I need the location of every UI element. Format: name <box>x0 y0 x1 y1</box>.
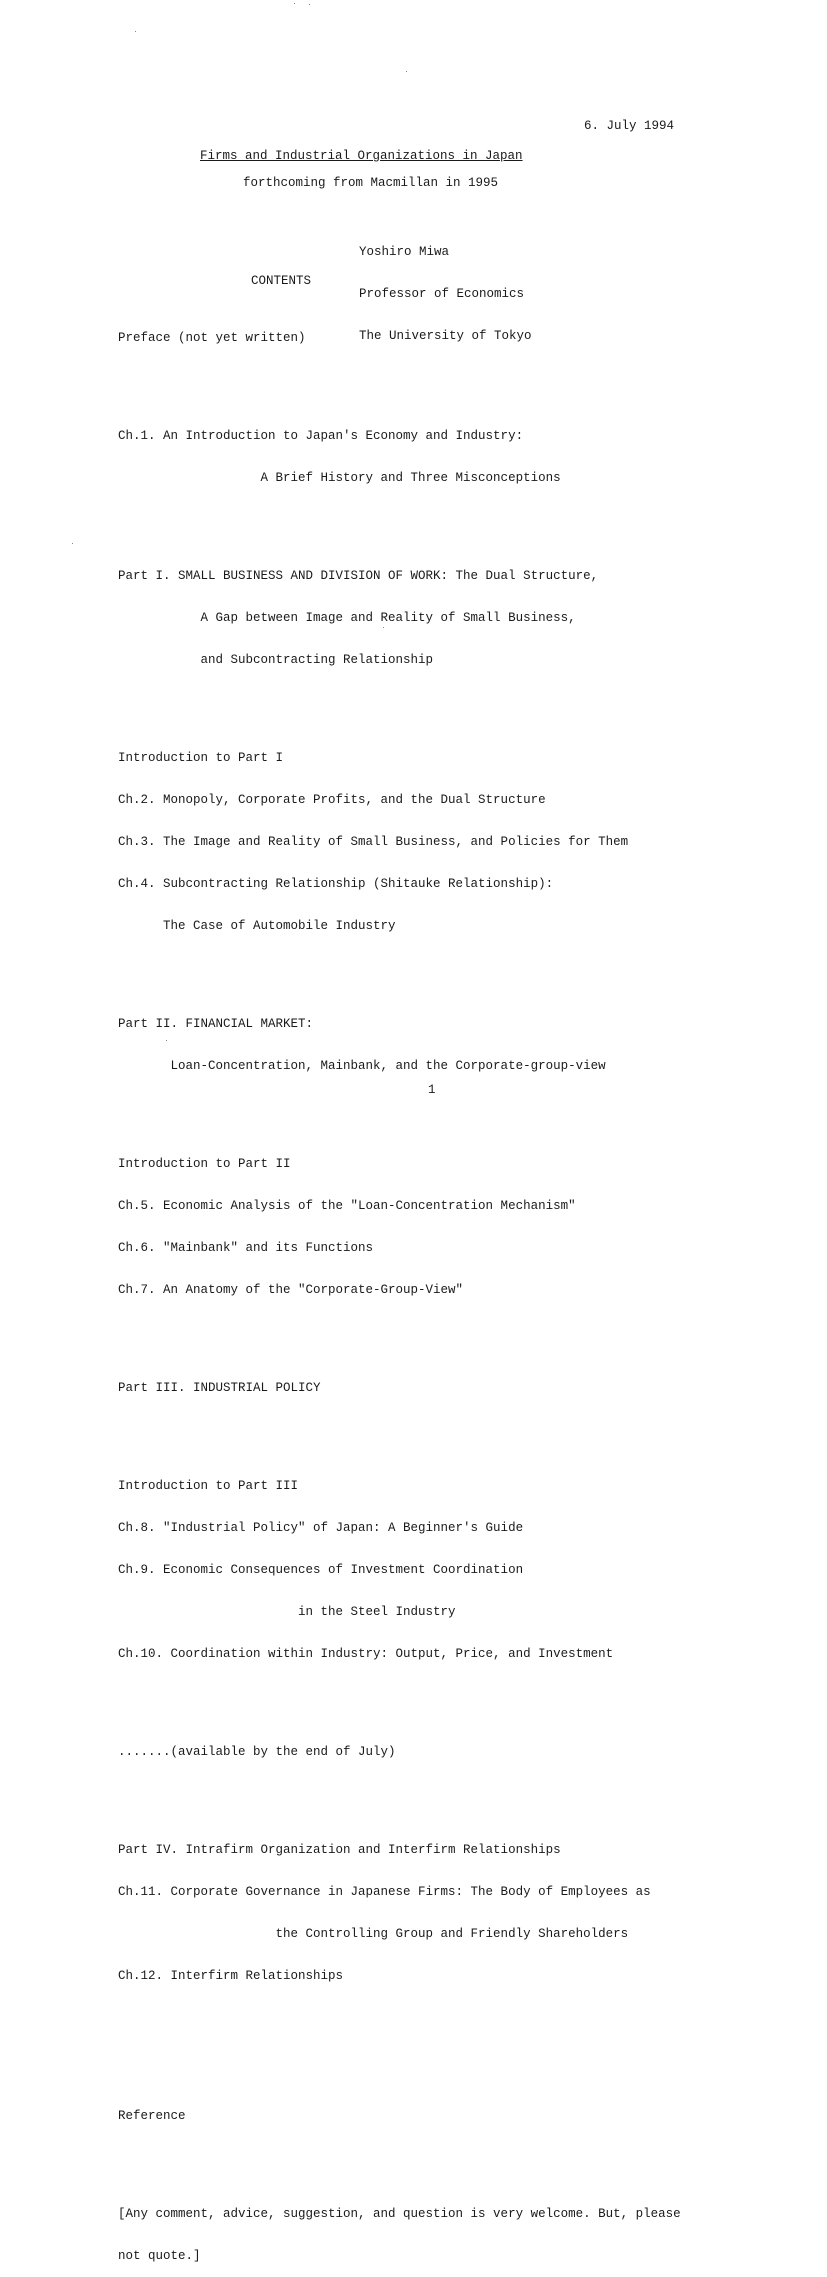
toc-item: The Case of Automobile Industry <box>118 919 396 933</box>
toc-preface: Preface (not yet written) <box>118 331 306 345</box>
author-position: Professor of Economics <box>359 287 525 301</box>
toc-part3: Part III. INDUSTRIAL POLICY <box>118 1381 321 1395</box>
scan-speck <box>294 3 295 4</box>
toc-item: Ch.11. Corporate Governance in Japanese Firms: The Body of Employees as <box>118 1885 651 1899</box>
toc-item: Ch.10. Coordination within Industry: Output, Price, and Investment <box>118 1647 614 1661</box>
table-of-contents <box>118 303 681 2277</box>
toc-item: Introduction to Part I <box>118 751 284 765</box>
toc-item: Ch.5. Economic Analysis of the "Loan-Concentration Mechanism" <box>118 1199 576 1213</box>
toc-item: Ch.6. "Mainbank" and its Functions <box>118 1241 374 1255</box>
scan-speck <box>166 1040 167 1041</box>
scan-speck <box>406 71 407 72</box>
comment-note: not quote.] <box>118 2249 201 2263</box>
toc-part4: Part IV. Intrafirm Organization and Interfirm Relationships <box>118 1843 561 1857</box>
publication-note: forthcoming from Macmillan in 1995 <box>243 176 499 190</box>
toc-item: Ch.3. The Image and Reality of Small Business, and Policies for Them <box>118 835 629 849</box>
toc-item: Ch.9. Economic Consequences of Investment Coordination <box>118 1563 524 1577</box>
toc-item: the Controlling Group and Friendly Shareholders <box>118 1927 629 1941</box>
toc-part1-subtitle: and Subcontracting Relationship <box>118 653 434 667</box>
toc-item: Ch.12. Interfirm Relationships <box>118 1969 344 1983</box>
book-title: Firms and Industrial Organizations in Japan <box>200 149 523 163</box>
scan-speck <box>383 627 384 628</box>
comment-note: [Any comment, advice, suggestion, and question is very welcome. But, please <box>118 2207 681 2221</box>
author-name: Yoshiro Miwa <box>359 245 450 259</box>
scan-speck <box>309 4 310 5</box>
toc-ch1-subtitle: A Brief History and Three Misconceptions <box>118 471 561 485</box>
contents-heading: CONTENTS <box>251 274 312 288</box>
toc-item: Ch.8. "Industrial Policy" of Japan: A Beginner's Guide <box>118 1521 524 1535</box>
toc-available-note: .......(available by the end of July) <box>118 1745 396 1759</box>
toc-item: Ch.4. Subcontracting Relationship (Shitauke Relationship): <box>118 877 554 891</box>
toc-part2: Part II. FINANCIAL MARKET: <box>118 1017 314 1031</box>
page-number: 1 <box>428 1083 436 1097</box>
scan-speck <box>135 31 136 32</box>
toc-item: Introduction to Part II <box>118 1157 291 1171</box>
toc-part1: Part I. SMALL BUSINESS AND DIVISION OF WORK: The Dual Structure, <box>118 569 599 583</box>
toc-reference: Reference <box>118 2109 186 2123</box>
author-institution: The University of Tokyo <box>359 329 532 343</box>
toc-item: Introduction to Part III <box>118 1479 299 1493</box>
toc-part1-subtitle: A Gap between Image and Reality of Small Business, <box>118 611 576 625</box>
toc-ch1: Ch.1. An Introduction to Japan's Economy and Industry: <box>118 429 524 443</box>
toc-item: Ch.2. Monopoly, Corporate Profits, and the Dual Structure <box>118 793 546 807</box>
document-date: 6. July 1994 <box>584 119 675 133</box>
toc-item: Ch.7. An Anatomy of the "Corporate-Group-View" <box>118 1283 464 1297</box>
toc-part2-subtitle: Loan-Concentration, Mainbank, and the Corporate-group-view <box>118 1059 606 1073</box>
scan-speck <box>72 543 73 544</box>
toc-item: in the Steel Industry <box>118 1605 456 1619</box>
